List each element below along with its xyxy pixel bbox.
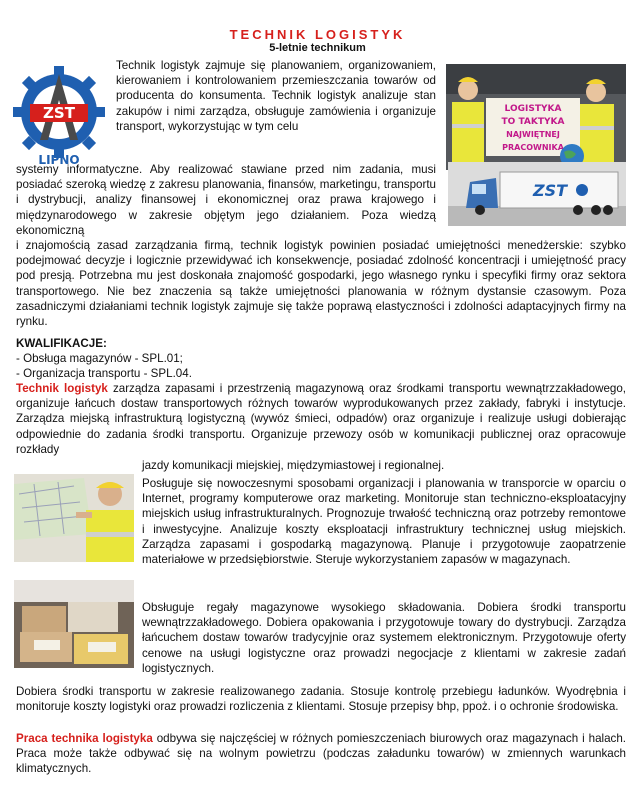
photo-students-with-sign <box>446 64 626 170</box>
svg-text:NAJWIĘTNEJ: NAJWIĘTNEJ <box>506 130 560 139</box>
workplace-lead: Praca technika logistyka <box>16 732 153 745</box>
svg-text:ZST: ZST <box>532 181 568 200</box>
svg-text:LIPNO: LIPNO <box>38 153 80 167</box>
intro-paragraph: Technik logistyk zajmuje się planowaniem, organizowaniem, kierowaniem i kontrolowaniem przemieszczania towarów od producenta do konsumenta. Technik logistyk analizuje stan zakupów i nimi zarządza, obsługuje zamówienia i organizuje transport, wykorzystując w tym celu <box>116 59 436 133</box>
workplace-text: odbywa się najczęściej w różnych pomieszczeniach biurowych oraz magazynach i halach. Praca może także odbywać się na wolnym powietrzu (podczas załadunku towarów) w zmiennych warunkach klimatycznych. <box>16 732 627 776</box>
svg-text:PRACOWNIKA: PRACOWNIKA <box>502 143 564 152</box>
qualifications-heading: KWALIFIKACJE: <box>16 337 107 350</box>
paragraph-workplace <box>16 731 626 777</box>
paragraph-warehouse: Obsługuje regały magazynowe wysokiego składowania. Dobiera środki transportu wewnątrzzakładowego. Dobiera opakowania i przygotowuje towary do dystrybucji. Zarządza łańcuchem dostaw towarów tradycyjnie oraz systemem elektronicznym. Przygotowuje oferty cenowe na usługi logistyczne oraz prowadzi negocjacje z klientami w zakresie zadań logistycznych. <box>142 601 626 675</box>
photo-truck-model <box>448 162 626 226</box>
qualification-item: - Organizacja transportu - SPL.04. <box>16 367 192 380</box>
svg-text:LOGISTYKA: LOGISTYKA <box>504 104 562 114</box>
duties-lead: Technik logistyk <box>16 382 108 395</box>
qualification-item: - Obsługa magazynów - SPL.01; <box>16 352 183 365</box>
page-title: TECHNIK LOGISTYK <box>229 27 406 42</box>
svg-text:TO TAKTYKA: TO TAKTYKA <box>501 117 565 127</box>
school-logo <box>10 60 108 170</box>
duties-tail: jazdy komunikacji miejskiej, międzymiastowej i regionalnej. <box>142 459 445 472</box>
duties-text: zarządza zapasami i przestrzenią magazynową oraz środkami transportu wewnątrzzakładowego, organizuje łańcuch dostaw transportowych różnych towarów wyprodukowanych przez zakłady, fabryki i instytucje. Zarządza miejską infrastrukturą logistyczną (wywóz śmieci, odpadów) oraz organizuje i realizuje usługi dobierając odpowiednie do zadania środki transportu. Organizuje przewozy osób w komunikacji publicznej oraz opracowuje rozkłady <box>16 382 627 456</box>
page-subtitle: 5-letnie technikum <box>269 42 366 54</box>
photo-worker-at-map <box>14 474 134 562</box>
paragraph-skills-part2: i znajomością zasad zarządzania firmą, technik logistyk powinien posiadać umiejętności menedżerskie: szybko podejmować decyzje i logicznie przewidywać ich konsekwencje, posiadać zdolność koncentracji i umiejętność pracy pod presją. Potrzebna mu jest doskonała znajomość gospodarki, jego własnego rynku i specyfiki firmy oraz sektora transportowego. Nie bez znaczenia są także umiejętności planowania w różnym dystansie czasowym. Poza zasadniczymi działaniami technik logistyk zajmuje się także poprawą elastyczności i zdolności adaptacyjnych firmy na rynku. <box>16 239 626 329</box>
paragraph-duties <box>16 381 626 457</box>
paragraph-transport-control: Dobiera środki transportu w zakresie realizowanego zadania. Stosuje kontrolę przebiegu ładunków. Wyodrębnia i monitoruje koszty logistyki oraz prowadzi rozliczenia z klientami. Stosuje przepisy bhp, ppoż. i o ochronie środowiska. <box>16 685 626 714</box>
paragraph-planning: Posługuje się nowoczesnymi sposobami organizacji i planowania w transporcie w oparciu o Internet, programy komputerowe oraz marketing. Monitoruje stan techniczno-eksploatacyjny miejskich usług infrastrukturalnych. Prognozuje trwałość techniczną oraz potrzeby remontowe i inwestycyjne. Analizuje koszty eksploatacji infrastruktury technicznej usług miejskich. Zarządza zapasami i gospodarką magazynową. Planuje i przygotowuje zaopatrzenie materiałowe w przedsiębiorstwie. Steruje wykorzystaniem zapasów w magazynach. <box>142 477 626 567</box>
photo-warehouse-boxes <box>14 580 134 668</box>
svg-text:ZST: ZST <box>43 104 75 122</box>
paragraph-skills-part1: systemy informatyczne. Aby realizować stawiane przed nim zadania, musi posiadać szeroką wiedzę z zakresu planowania, finansów, marketingu, transportu i dystrybucji, analizy finansowej i ekonomicznej oraz prawa krajowego i międzynarodowego w zakresie objętym jego działaniem. Poza wiedzą ekonomiczną <box>16 163 436 237</box>
